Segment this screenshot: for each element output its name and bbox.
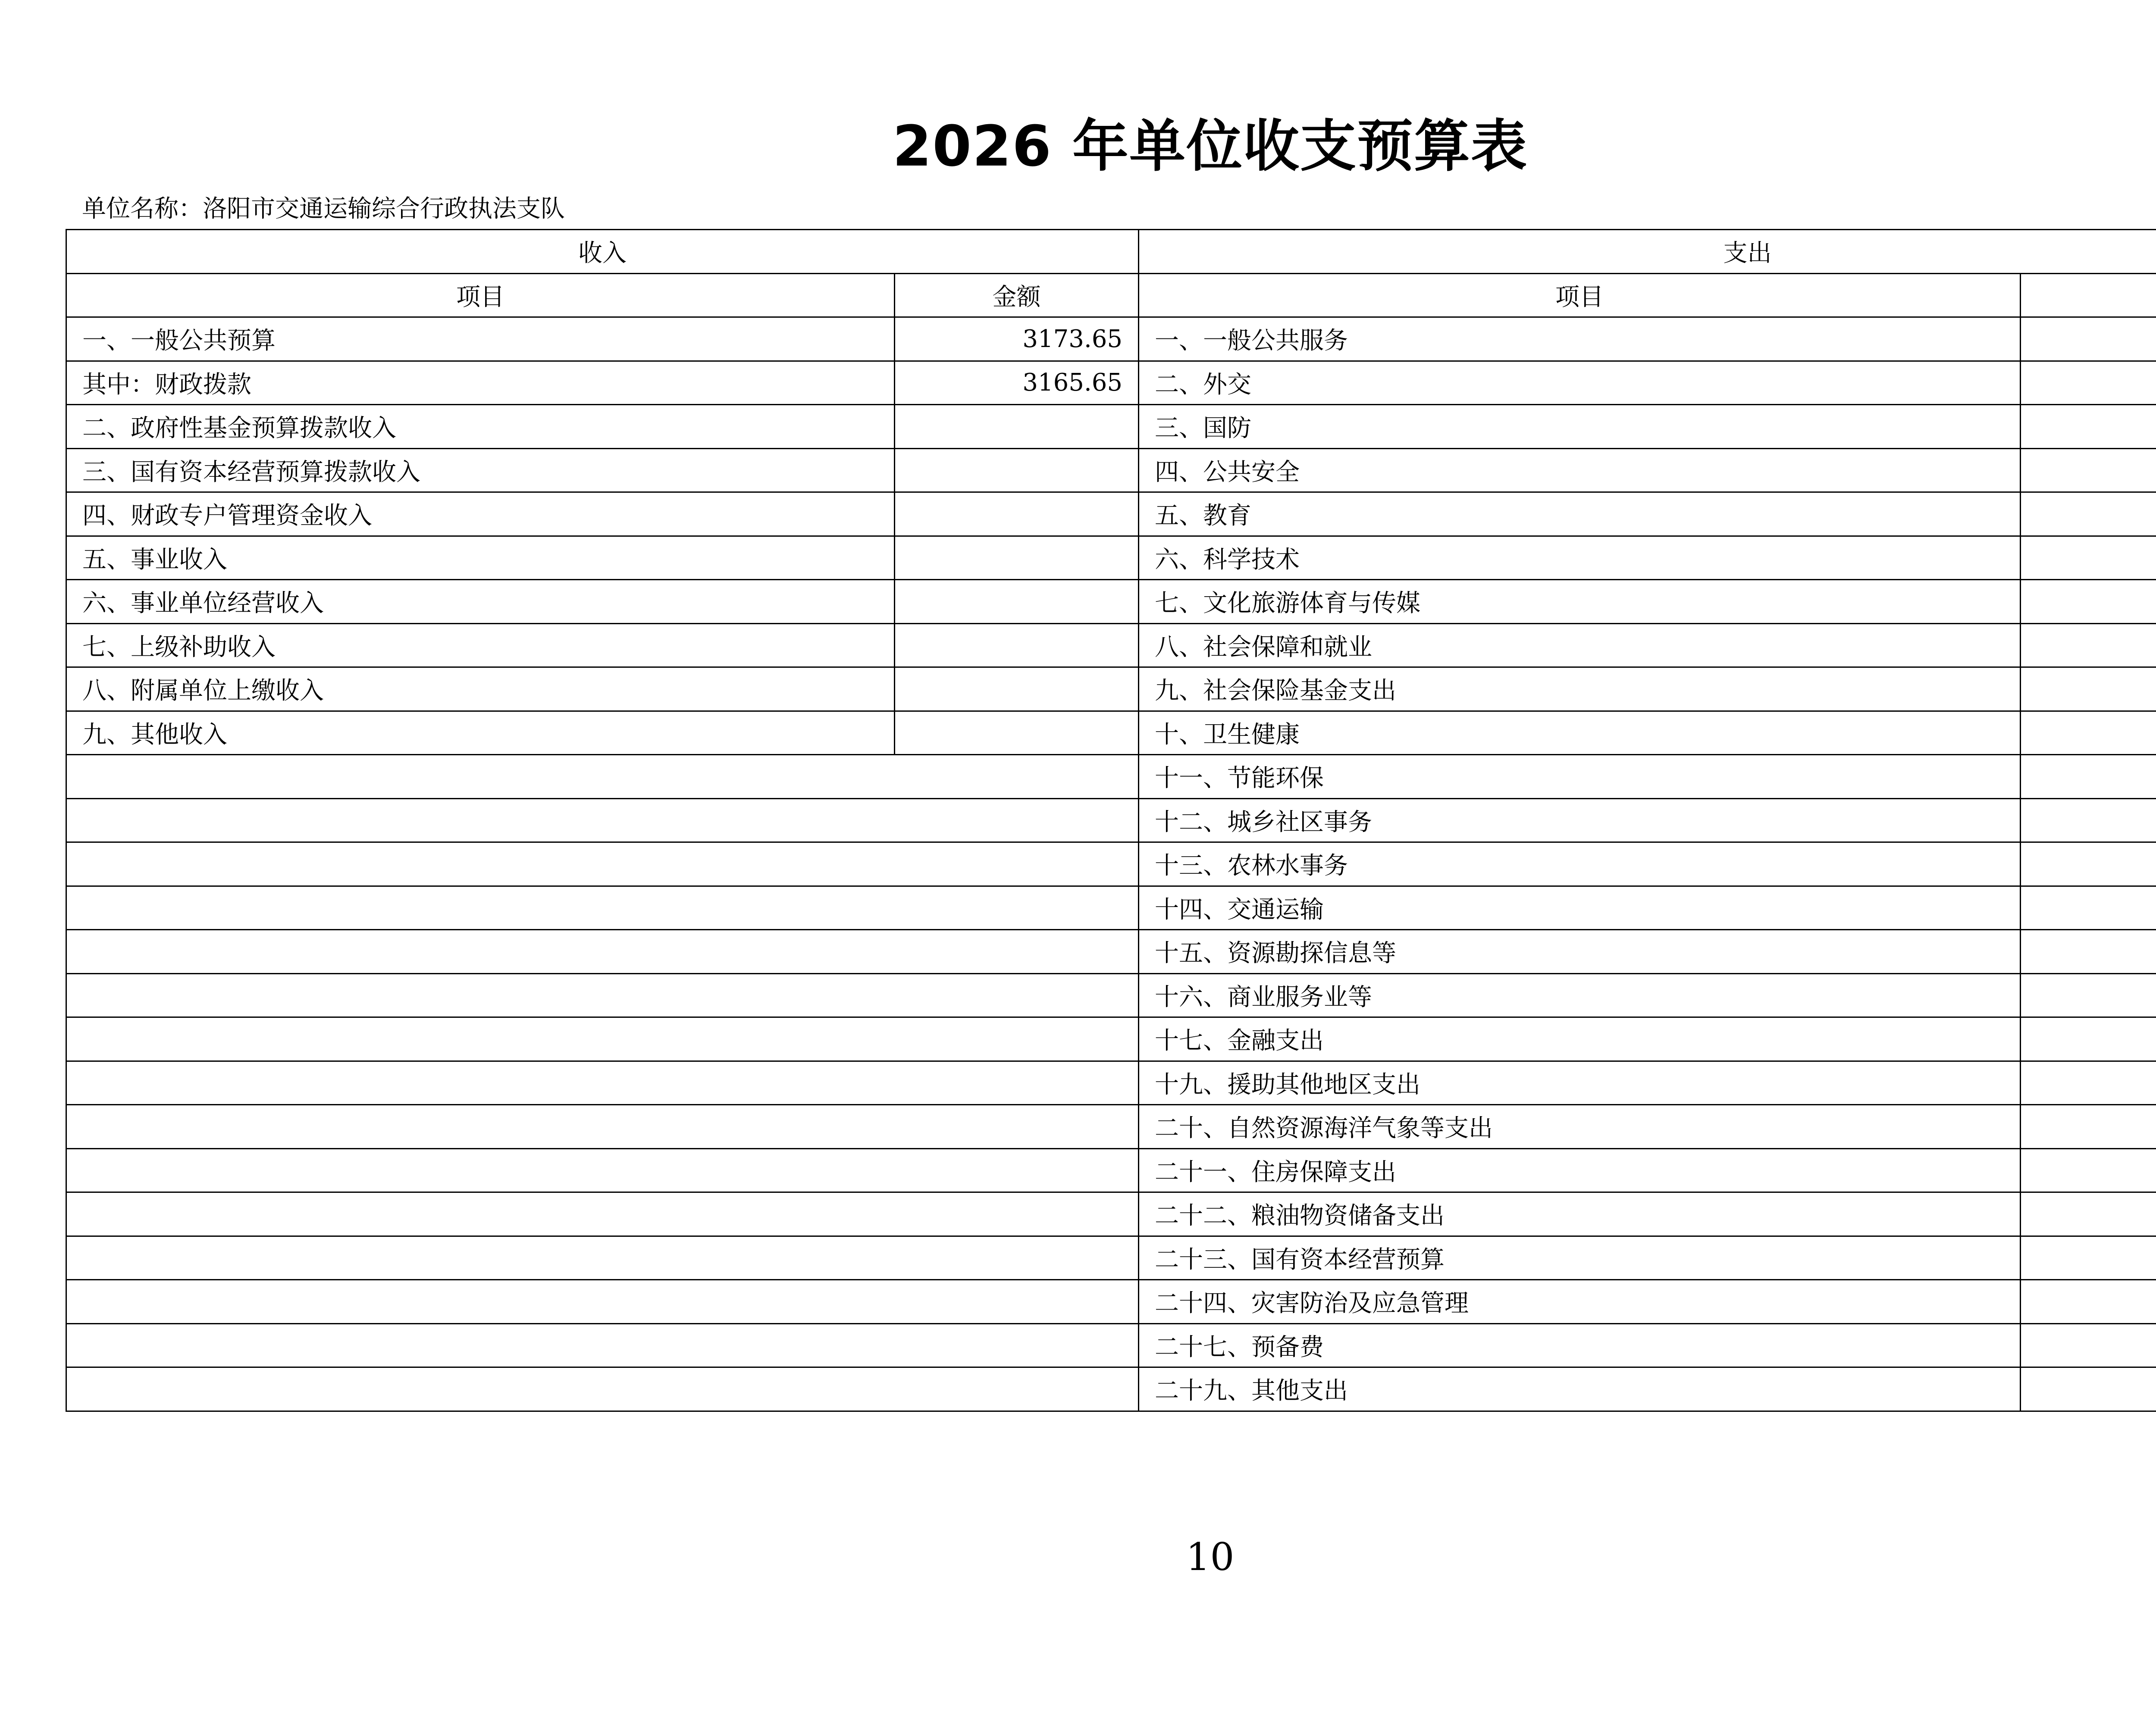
income-item-cell: 一、一般公共预算 — [66, 317, 895, 361]
income-amount-cell — [895, 711, 1139, 755]
income-amount-cell — [895, 623, 1139, 667]
expense-amount-cell — [2021, 536, 2156, 580]
income-empty-cell — [66, 1280, 1139, 1324]
income-amount-cell — [895, 405, 1139, 449]
expense-item-cell: 十五、资源勘探信息等 — [1139, 930, 2021, 974]
income-empty-cell — [66, 1367, 1139, 1411]
income-empty-cell — [66, 1061, 1139, 1105]
income-item-cell: 六、事业单位经营收入 — [66, 580, 895, 624]
expense-amount-cell — [2021, 1367, 2156, 1411]
income-amount-cell: 3165.65 — [895, 361, 1139, 405]
table-row — [66, 1148, 2156, 1192]
income-empty-cell — [66, 755, 1139, 799]
expense-item-cell: 二十九、其他支出 — [1139, 1367, 2021, 1411]
expense-header: 支出 — [1139, 230, 2156, 274]
expense-item-cell: 十七、金融支出 — [1139, 1017, 2021, 1061]
table-row — [66, 930, 2156, 974]
expense-amount-cell — [2021, 405, 2156, 449]
expense-item-cell: 九、社会保险基金支出 — [1139, 667, 2021, 711]
income-item-cell: 二、政府性基金预算拨款收入 — [66, 405, 895, 449]
table-row — [66, 492, 2156, 536]
expense-amount-cell — [2021, 492, 2156, 536]
table-row — [66, 1017, 2156, 1061]
expense-item-cell: 十四、交通运输 — [1139, 886, 2021, 930]
income-empty-cell — [66, 973, 1139, 1017]
income-item-cell: 八、附属单位上缴收入 — [66, 667, 895, 711]
income-item-cell: 其中：财政拨款 — [66, 361, 895, 405]
expense-amount-cell — [2021, 1061, 2156, 1105]
expense-item-cell: 十三、农林水事务 — [1139, 842, 2021, 886]
table-row — [66, 580, 2156, 624]
expense-amount-cell — [2021, 361, 2156, 405]
expense-amount-cell — [2021, 1323, 2156, 1367]
expense-amount-cell — [2021, 1236, 2156, 1280]
expense-item-cell: 十六、商业服务业等 — [1139, 973, 2021, 1017]
expense-item-cell: 七、文化旅游体育与传媒 — [1139, 580, 2021, 624]
expense-item-cell: 八、社会保障和就业 — [1139, 623, 2021, 667]
expense-amount-cell — [2021, 448, 2156, 492]
expense-amount-cell — [2021, 930, 2156, 974]
income-amount-cell: 3173.65 — [895, 317, 1139, 361]
table-row — [66, 448, 2156, 492]
income-empty-cell — [66, 930, 1139, 974]
income-item-cell: 三、国有资本经营预算拨款收入 — [66, 448, 895, 492]
income-amount-cell — [895, 536, 1139, 580]
expense-amount-cell — [2021, 755, 2156, 799]
expense-item-cell: 三、国防 — [1139, 405, 2021, 449]
income-amount-cell — [895, 667, 1139, 711]
income-amount-cell — [895, 492, 1139, 536]
table-row — [66, 1323, 2156, 1367]
expense-amount-cell — [2021, 1017, 2156, 1061]
income-empty-cell — [66, 1236, 1139, 1280]
expense-amount-cell — [2021, 842, 2156, 886]
expense-item-cell: 一、一般公共服务 — [1139, 317, 2021, 361]
income-amount-cell — [895, 448, 1139, 492]
table-row — [66, 842, 2156, 886]
table-row — [66, 361, 2156, 405]
expense-item-column-header: 项目 — [1139, 273, 2021, 317]
income-item-column-header: 项目 — [66, 273, 895, 317]
expense-amount-cell — [2021, 886, 2156, 930]
income-empty-cell — [66, 1148, 1139, 1192]
table-row — [66, 623, 2156, 667]
expense-item-cell: 十一、节能环保 — [1139, 755, 2021, 799]
table-row — [66, 1367, 2156, 1411]
table-row — [66, 405, 2156, 449]
table-row — [66, 1236, 2156, 1280]
expense-amount-cell — [2021, 1105, 2156, 1149]
expense-item-cell: 五、教育 — [1139, 492, 2021, 536]
expense-amount-cell — [2021, 580, 2156, 624]
table-row — [66, 1105, 2156, 1149]
table-row — [66, 973, 2156, 1017]
table-row — [66, 886, 2156, 930]
column-header-row — [66, 273, 2156, 317]
expense-amount-cell — [2021, 1148, 2156, 1192]
expense-item-cell: 二十二、粮油物资储备支出 — [1139, 1192, 2021, 1236]
budget-table — [66, 229, 2156, 1412]
income-empty-cell — [66, 1017, 1139, 1061]
income-empty-cell — [66, 842, 1139, 886]
expense-item-cell: 二十三、国有资本经营预算 — [1139, 1236, 2021, 1280]
expense-amount-column-header — [2021, 273, 2156, 317]
income-item-cell: 七、上级补助收入 — [66, 623, 895, 667]
expense-amount-cell — [2021, 1280, 2156, 1324]
table-row — [66, 711, 2156, 755]
expense-amount-cell — [2021, 317, 2156, 361]
table-row — [66, 317, 2156, 361]
income-header: 收入 — [66, 230, 1139, 274]
table-row — [66, 755, 2156, 799]
expense-item-cell: 二十四、灾害防治及应急管理 — [1139, 1280, 2021, 1324]
expense-item-cell: 二十一、住房保障支出 — [1139, 1148, 2021, 1192]
income-item-cell: 九、其他收入 — [66, 711, 895, 755]
expense-item-cell: 十、卫生健康 — [1139, 711, 2021, 755]
expense-item-cell: 二十七、预备费 — [1139, 1323, 2021, 1367]
expense-amount-cell — [2021, 623, 2156, 667]
expense-amount-cell — [2021, 798, 2156, 842]
income-item-cell: 四、财政专户管理资金收入 — [66, 492, 895, 536]
unit-name-label: 单位名称：洛阳市交通运输综合行政执法支队 — [82, 195, 565, 223]
page-number: 10 — [1186, 1535, 1235, 1579]
table-row — [66, 1192, 2156, 1236]
table-row — [66, 1061, 2156, 1105]
income-empty-cell — [66, 798, 1139, 842]
expense-amount-cell — [2021, 711, 2156, 755]
expense-item-cell: 十九、援助其他地区支出 — [1139, 1061, 2021, 1105]
income-empty-cell — [66, 1323, 1139, 1367]
expense-amount-cell — [2021, 667, 2156, 711]
section-header-row — [66, 230, 2156, 274]
expense-item-cell: 十二、城乡社区事务 — [1139, 798, 2021, 842]
expense-item-cell: 四、公共安全 — [1139, 448, 2021, 492]
page-title: 2026 年单位收支预算表 — [892, 113, 1528, 179]
expense-amount-cell — [2021, 973, 2156, 1017]
expense-item-cell: 二、外交 — [1139, 361, 2021, 405]
table-row — [66, 798, 2156, 842]
income-item-cell: 五、事业收入 — [66, 536, 895, 580]
income-empty-cell — [66, 886, 1139, 930]
table-row — [66, 1280, 2156, 1324]
expense-item-cell: 二十、自然资源海洋气象等支出 — [1139, 1105, 2021, 1149]
expense-item-cell: 六、科学技术 — [1139, 536, 2021, 580]
income-amount-column-header: 金额 — [895, 273, 1139, 317]
table-row — [66, 536, 2156, 580]
income-amount-cell — [895, 580, 1139, 624]
income-empty-cell — [66, 1105, 1139, 1149]
expense-amount-cell — [2021, 1192, 2156, 1236]
table-row — [66, 667, 2156, 711]
income-empty-cell — [66, 1192, 1139, 1236]
